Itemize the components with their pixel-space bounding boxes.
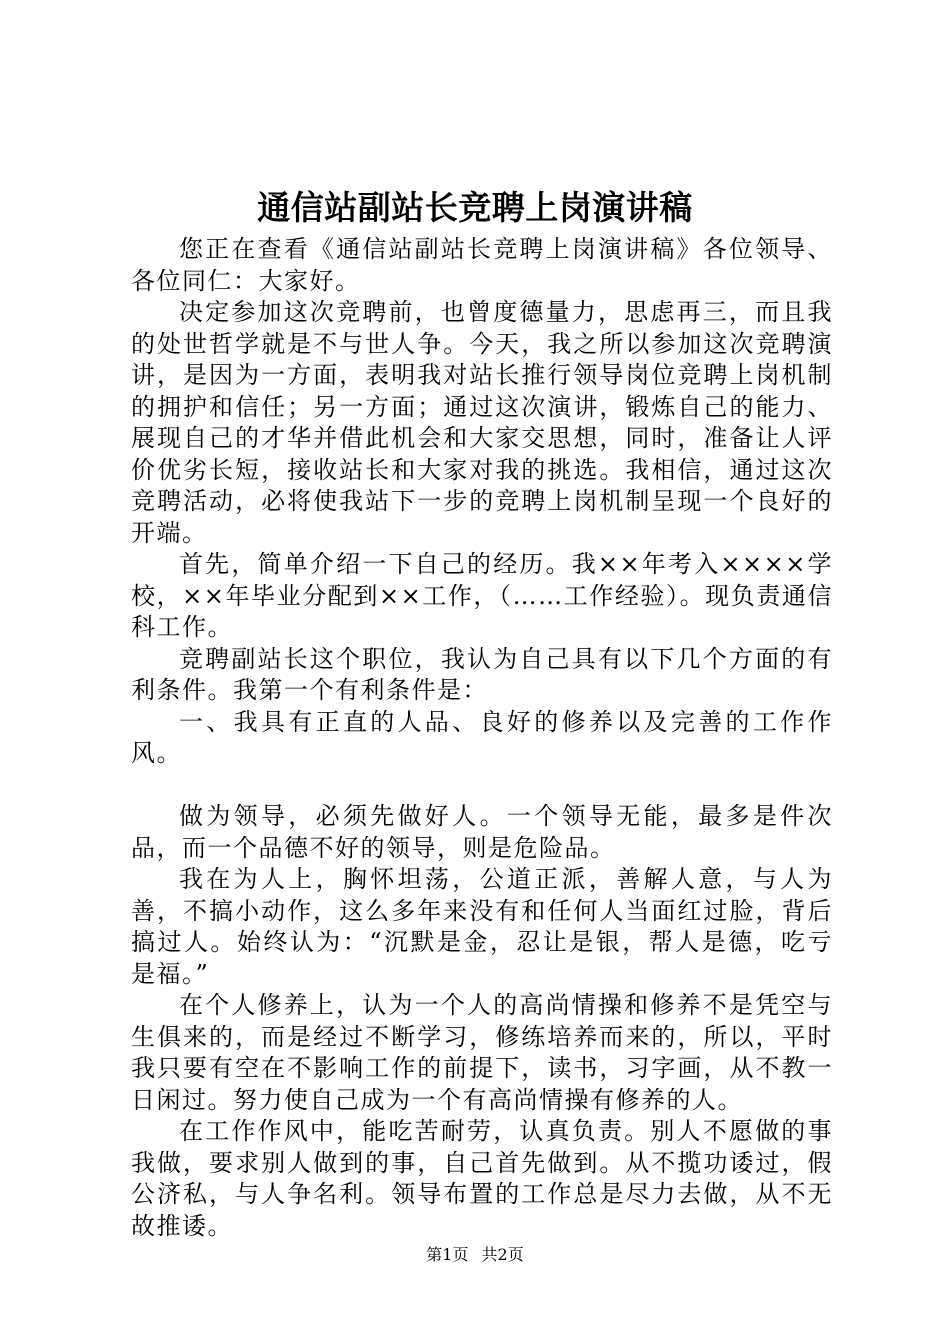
page-total: 共2页 [481, 1245, 524, 1264]
page-footer [0, 1244, 950, 1266]
document-body [131, 234, 833, 1242]
paragraph-conditions-intro: 竞聘副站长这个职位，我认为自己具有以下几个方面的有利条件。我第一个有利条件是： [131, 644, 833, 704]
paragraph-cultivation: 在个人修养上，认为一个人的高尚情操和修养不是凭空与生俱来的，而是经过不断学习，修练培养而来的，所以，平时我只要有空在不影响工作的前提下，读书，习字画，从不教一日闲过。努力使自己成为一个有高尚情操有修养的人。 [131, 991, 833, 1114]
paragraph-work-style: 在工作作风中，能吃苦耐劳，认真负责。别人不愿做的事我做，要求别人做到的事，自己首先做到。从不揽功诿过，假公济私，与人争名利。领导布置的工作总是尽力去做，从不无故推诿。 [131, 1117, 833, 1240]
paragraph-condition-one: 一、我具有正直的人品、良好的修养以及完善的工作作风。 [131, 707, 833, 767]
paragraph-greeting: 您正在查看《通信站副站长竞聘上岗演讲稿》各位领导、各位同仁：大家好。 [131, 235, 833, 295]
document-title: 通信站副站长竞聘上岗演讲稿 [257, 188, 693, 227]
paragraph-character: 我在为人上，胸怀坦荡，公道正派，善解人意，与人为善，不搞小动作，这么多年来没有和任何人当面红过脸，背后搞过人。始终认为：“沉默是金，忍让是银，帮人是德，吃亏是福。” [131, 865, 833, 988]
paragraph-motivation: 决定参加这次竞聘前，也曾度德量力，思虑再三，而且我的处世哲学就是不与世人争。今天，我之所以参加这次竞聘演讲，是因为一方面，表明我对站长推行领导岗位竞聘上岗机制的拥护和信任；另一方面；通过这次演讲，锻炼自己的能力、展现自己的才华并借此机会和大家交思想，同时，准备让人评价优劣长短，接收站长和大家对我的挑选。我相信，通过这次竞聘活动，必将使我站下一步的竞聘上岗机制呈现一个良好的开端。 [131, 298, 833, 547]
paragraph-background: 首先，简单介绍一下自己的经历。我××年考入××××学校，××年毕业分配到××工作，（……工作经验）。现负责通信科工作。 [131, 550, 833, 641]
paragraph-spacer [131, 770, 833, 802]
paragraph-leadership: 做为领导，必须先做好人。一个领导无能，最多是件次品，而一个品德不好的领导，则是危险品。 [131, 802, 833, 862]
page-number: 第1页 [426, 1245, 469, 1264]
